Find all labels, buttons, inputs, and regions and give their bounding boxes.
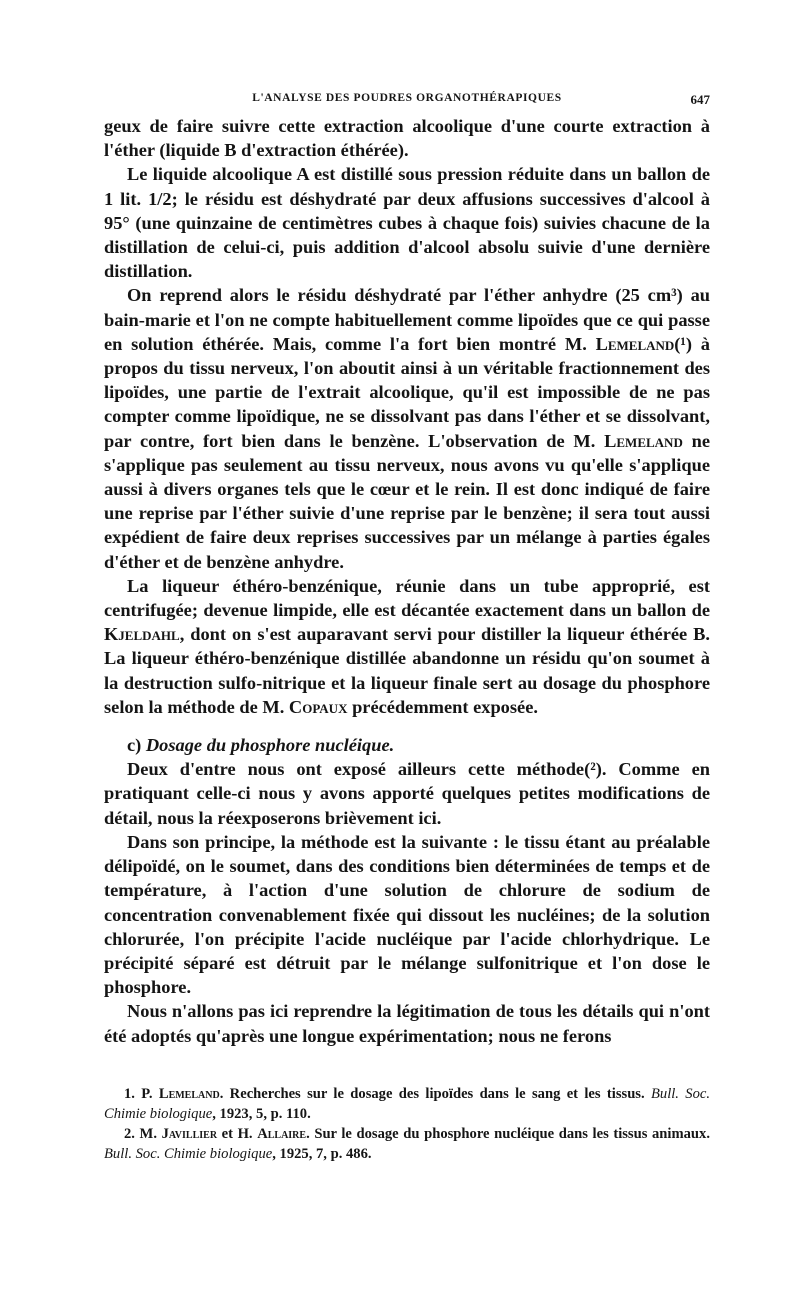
paragraph-1: geux de faire suivre cette extraction alcoolique d'une courte extraction à l'éther (liquide B d'extraction éthérée). xyxy=(104,116,710,161)
paragraph-3: On reprend alors le résidu déshydraté par l'éther anhydre (25 cm³) au bain-marie et l'on ne compte habituellement comme lipoïdes que ce qui passe en solution éthérée. Mais, comme l'a fort bien montré M. Lemeland(¹) à propos du tissu nerveux, l'on aboutit ainsi à un véritable fractionnement des lipoïdes, une partie de l'extrait alcoolique, qu'il est impossible de ne pas compter comme lipoïdique, ne se dissolvant pas dans l'éther et se dissolvant, par contre, fort bien dans le benzène. L'observation de M. Lemeland ne s'applique pas seulement au tissu nerveux, nous avons vu qu'elle s'applique aussi à divers organes tels que le cœur et le rein. Il est donc indiqué de faire une reprise par l'éther suivie d'une reprise par le benzène; il sera tout aussi expédient de faire deux reprises successives par un mélange à parties égales d'éther et de benzène anhydre. xyxy=(104,285,711,572)
section-letter: c) xyxy=(127,735,142,756)
author-name: Copaux xyxy=(288,696,348,717)
paragraph-5: Deux d'entre nous ont exposé ailleurs cette méthode(²). Comme en pratiquant celle-ci nous y avons apporté quelques petites modifications de détail, nous la réexposerons brièvement ici. xyxy=(104,759,710,828)
footnotes xyxy=(104,1084,710,1164)
author-name: Kjeldahl xyxy=(104,624,180,645)
page xyxy=(104,92,710,1164)
body-text xyxy=(104,114,710,1048)
author-name: Javillier xyxy=(161,1125,218,1142)
section-heading xyxy=(104,733,710,757)
footnote-ref: (¹) xyxy=(674,333,693,354)
author-name: Allaire xyxy=(257,1125,307,1142)
footnote-2: 2. M. Javillier et H. Allaire. Sur le dosage du phosphore nucléique dans les tissus animaux. Bull. Soc. Chimie biologique, 1925, 7, p. 486. xyxy=(104,1125,710,1162)
paragraph-6: Dans son principe, la méthode est la suivante : le tissu étant au préalable délipoïdé, on le soumet, dans des conditions bien déterminées de temps et de température, à l'action d'une solution de chlorure de sodium de concentration convenablement fixée qui dissout les nucléines; de la solution chlorurée, l'on précipite l'acide nucléique par l'acide chlorhydrique. Le précipité séparé est détruit par le mélange sulfonitrique et l'on dose le phosphore. xyxy=(104,831,710,998)
author-name: Lemeland xyxy=(595,333,675,354)
page-number: 647 xyxy=(690,92,710,107)
footnote-1: 1. P. Lemeland. Recherches sur le dosage des lipoïdes dans le sang et les tissus. Bull. Soc. Chimie biologique, 1923, 5, p. 110. xyxy=(104,1085,711,1122)
author-name: Lemeland xyxy=(604,430,683,451)
author-name: Lemeland xyxy=(158,1085,220,1102)
journal-title: Bull. Soc. Chimie biologique xyxy=(104,1145,273,1162)
section-title: Dosage du phosphore nucléique. xyxy=(145,735,395,756)
paragraph-2: Le liquide alcoolique A est distillé sous pression réduite dans un ballon de 1 lit. 1/2; le résidu est déshydraté par deux affusions successives d'alcool à 95° (une quinzaine de centimètres cubes à chaque fois) suivies chacune de la distillation de celui-ci, puis addition d'alcool absolu suivie d'une dernière distillation. xyxy=(104,164,710,282)
journal-title: Bull. Soc. Chimie biologique xyxy=(104,1085,711,1122)
paragraph-7: Nous n'allons pas ici reprendre la légitimation de tous les détails qui n'ont été adoptés qu'après une longue expérimentation; nous ne ferons xyxy=(104,1001,710,1046)
paragraph-4: La liqueur éthéro-benzénique, réunie dans un tube approprié, est centrifugée; devenue limpide, elle est décantée exactement dans un ballon de Kjeldahl, dont on s'est auparavant servi pour distiller la liqueur éthérée B. La liqueur éthéro-benzénique distillée abandonne un résidu qu'on soumet à la destruction sulfo-nitrique et la liqueur finale sert au dosage du phosphore selon la méthode de M. Copaux précédemment exposée. xyxy=(104,575,710,717)
running-title: L'ANALYSE DES POUDRES ORGANOTHÉRAPIQUES xyxy=(252,92,562,104)
running-header xyxy=(104,92,710,114)
footnote-ref: (²) xyxy=(584,759,602,780)
